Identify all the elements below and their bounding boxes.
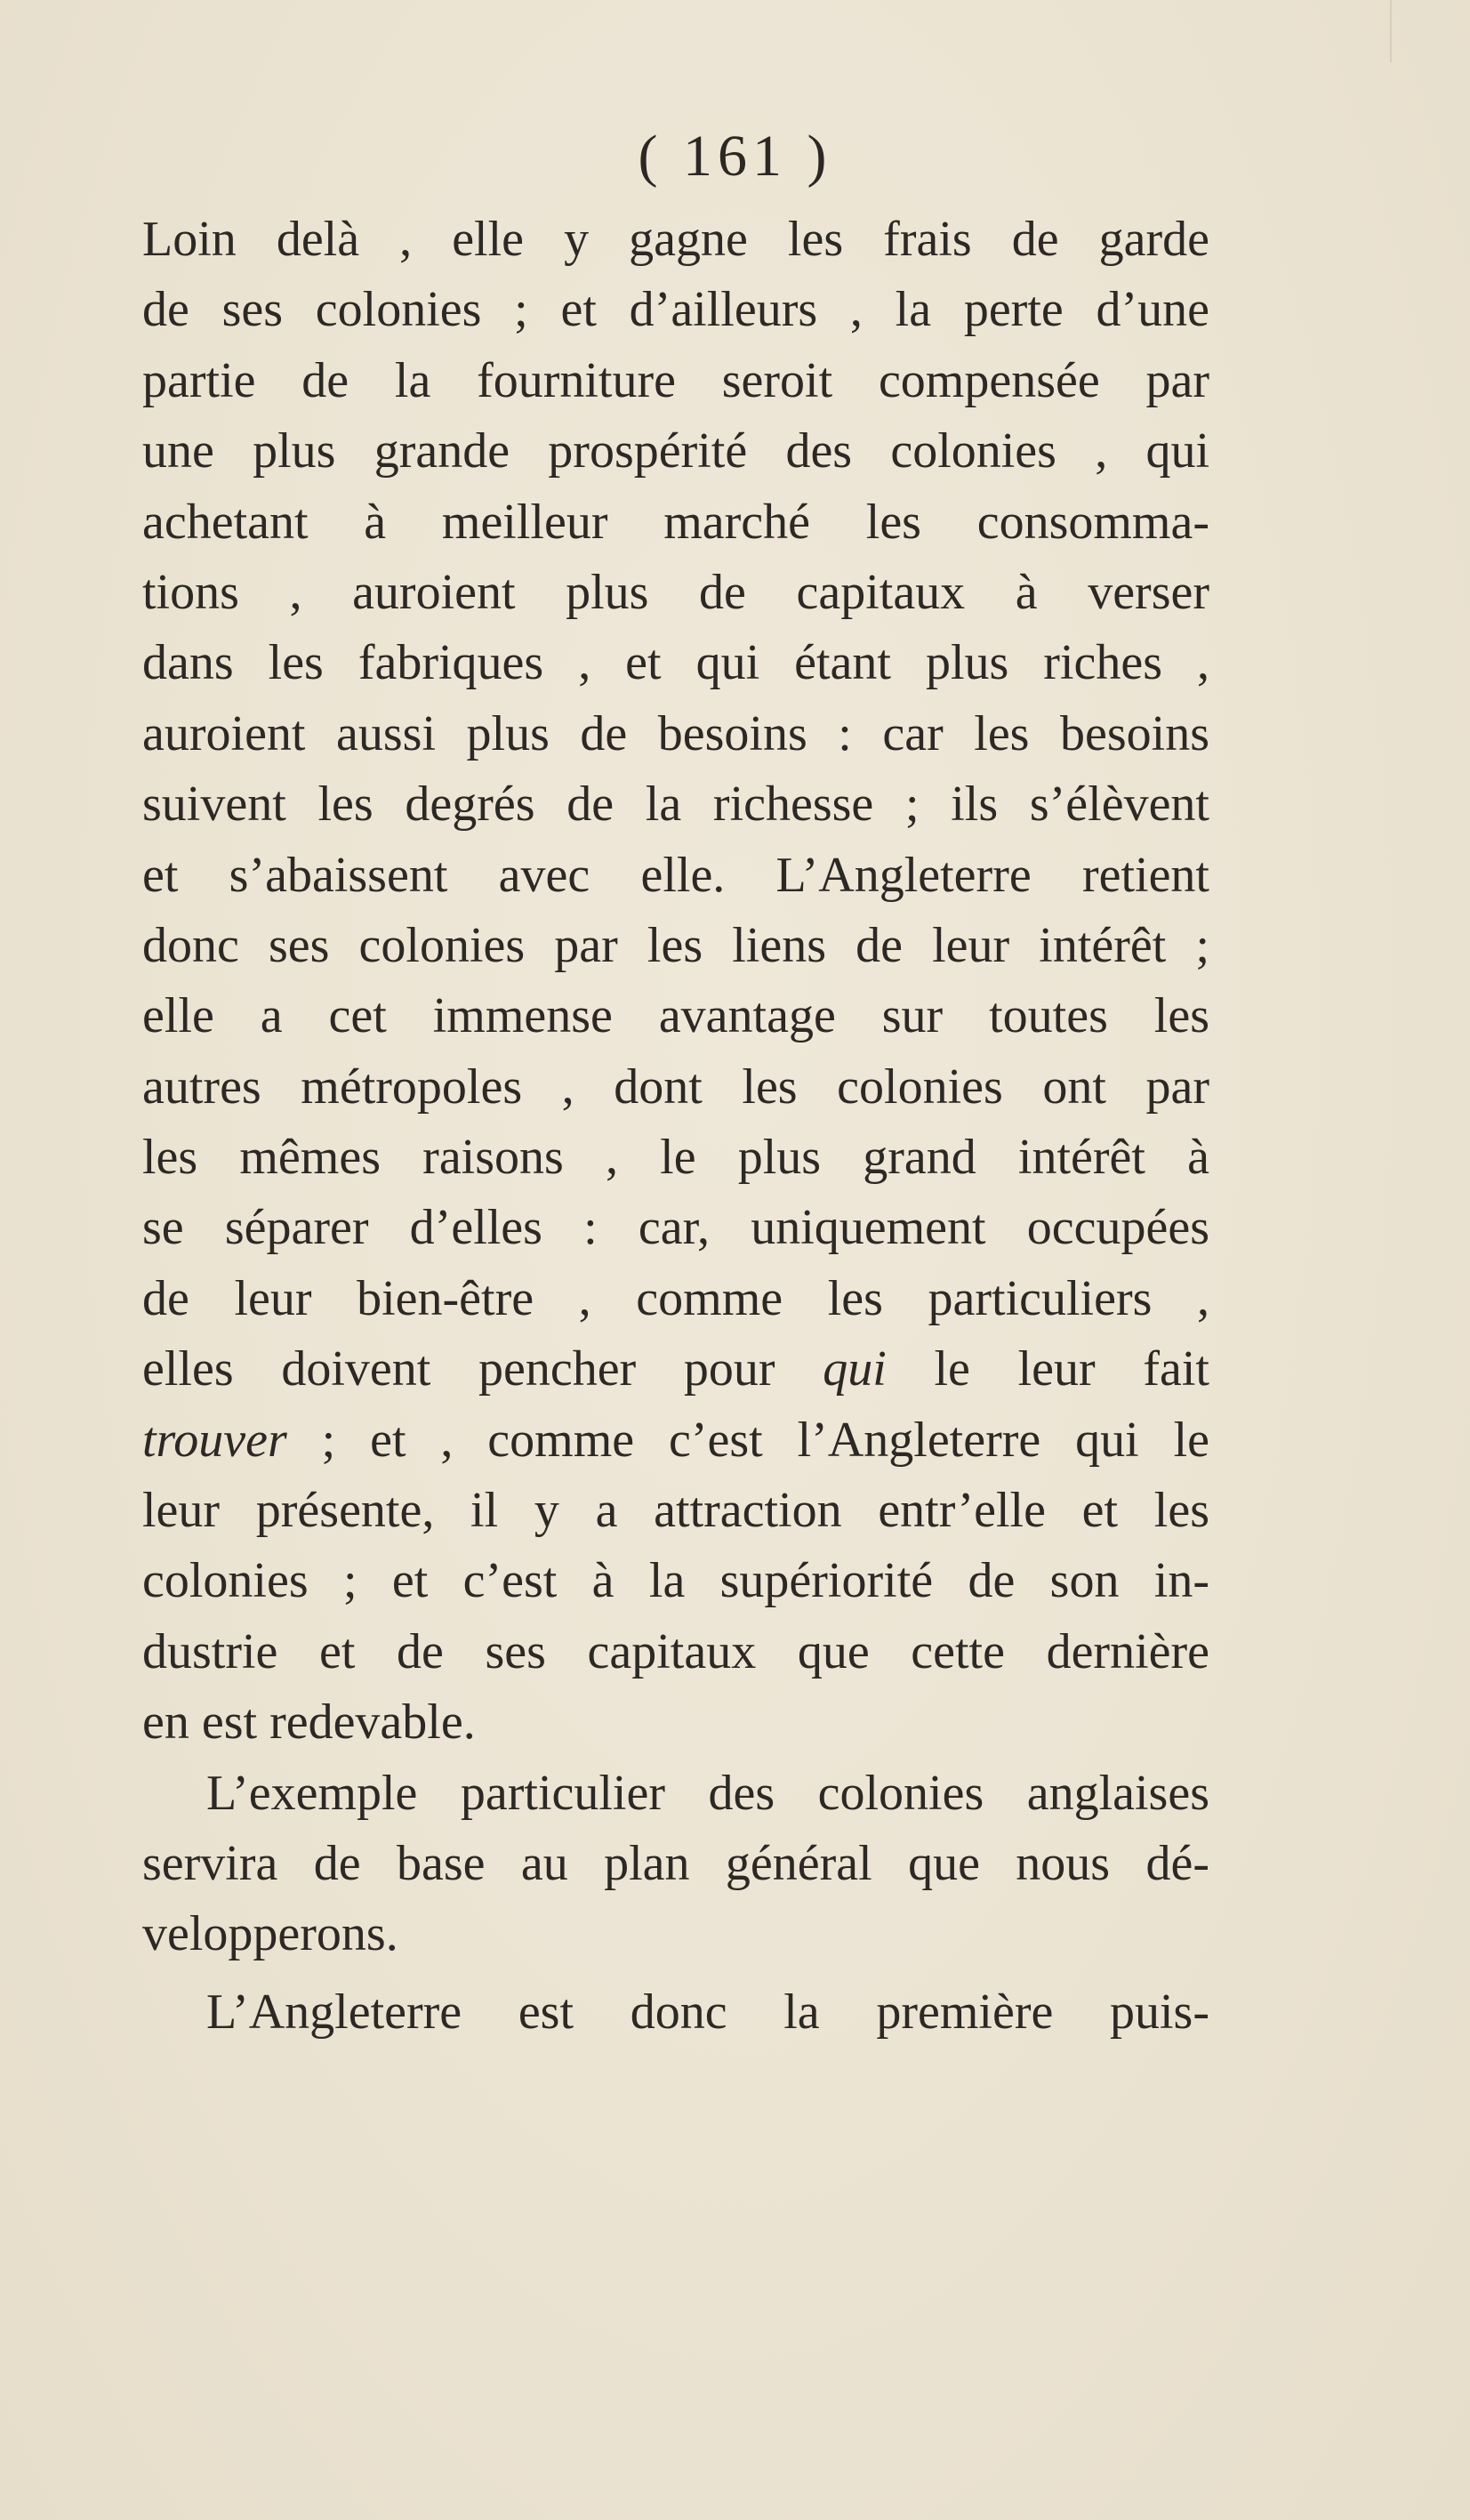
text-line: autres métropoles , dont les colonies ont par <box>142 1059 1209 1115</box>
paragraph-gap <box>142 1970 1209 1977</box>
italic-word: qui <box>823 1341 887 1397</box>
text-line: dustrie et de ses capitaux que cette dernière <box>142 1623 1209 1679</box>
text-line: de ses colonies ; et d’ailleurs , la perte d’une <box>142 282 1209 338</box>
text-line: tions , auroient plus de capitaux à verser <box>142 564 1209 620</box>
text-line: suivent les degrés de la richesse ; ils s’élèvent <box>142 777 1209 833</box>
text-segment: le leur fait <box>886 1341 1209 1397</box>
paragraph-2 <box>142 1759 1209 1970</box>
text-segment: elles doivent pencher pour <box>142 1341 823 1397</box>
text-line: L’Angleterre est donc la première puis- <box>206 1984 1209 2040</box>
text-line-with-italic <box>142 1334 1209 1405</box>
text-line: partie de la fourniture seroit compensée par <box>142 352 1209 408</box>
text-line: elle a cet immense avantage sur toutes les <box>142 988 1209 1044</box>
text-line: donc ses colonies par les liens de leur intérêt ; <box>142 917 1209 973</box>
text-line: colonies ; et c’est à la supériorité de son in- <box>142 1553 1209 1609</box>
text-line: les mêmes raisons , le plus grand intérêt à <box>142 1130 1209 1186</box>
body-text <box>142 205 1209 2048</box>
page-number: ( 161 ) <box>638 124 832 189</box>
text-line: en est redevable. <box>142 1695 476 1751</box>
text-line: servira de base au plan général que nous dé- <box>142 1835 1209 1891</box>
paragraph-3 <box>142 1977 1209 2048</box>
italic-word: trouver <box>142 1412 287 1468</box>
text-line: auroient aussi plus de besoins : car les besoins <box>142 705 1209 761</box>
text-line: Loin delà , elle y gagne les frais de garde <box>142 212 1209 267</box>
text-line: et s’abaissent avec elle. L’Angleterre retient <box>142 847 1209 903</box>
text-line: achetant à meilleur marché les consomma- <box>142 494 1209 550</box>
text-line: de leur bien-être , comme les particuliers , <box>142 1270 1209 1326</box>
page-edge-line <box>1390 0 1392 62</box>
text-line: L’exemple particulier des colonies anglaises <box>206 1765 1209 1821</box>
text-line: leur présente, il y a attraction entr’elle et les <box>142 1483 1209 1539</box>
paragraph-1 <box>142 205 1209 1759</box>
text-line-with-italic <box>142 1405 1209 1476</box>
text-segment: ; et , comme c’est l’Angleterre qui le <box>286 1412 1209 1468</box>
text-line: dans les fabriques , et qui étant plus riches , <box>142 635 1209 691</box>
text-line: se séparer d’elles : car, uniquement occupées <box>142 1200 1209 1256</box>
text-line: une plus grande prospérité des colonies , qui <box>142 423 1209 479</box>
text-line: velopperons. <box>142 1906 398 1962</box>
